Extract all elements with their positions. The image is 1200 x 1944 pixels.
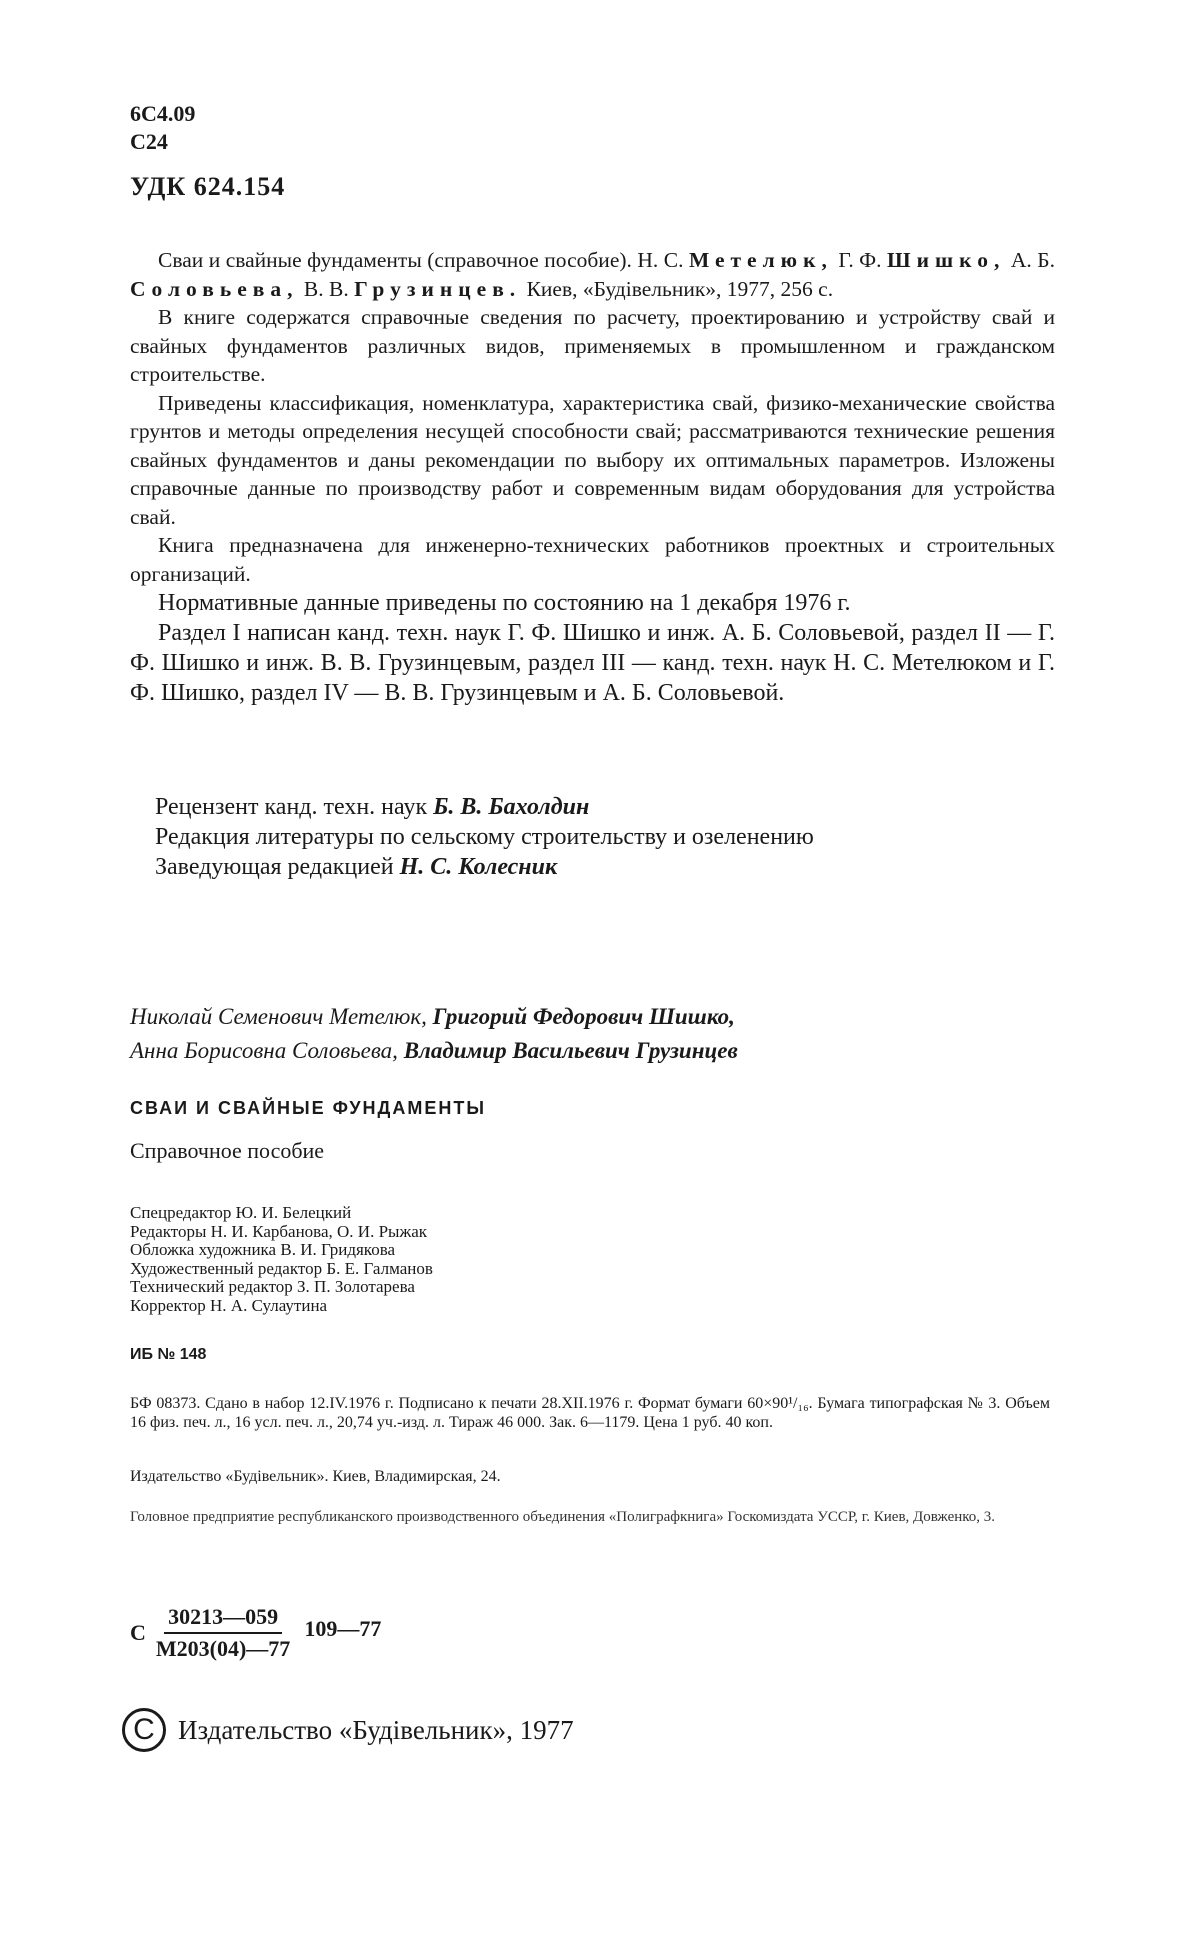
bib-initials-3: А. Б.	[1005, 248, 1055, 272]
annotation	[130, 246, 1055, 708]
annotation-paragraph: Книга предназначена для инженерно-технических работников проектных и строительных организаций.	[130, 533, 1055, 586]
publisher-address: Издательство «Будівельник». Киев, Владимирская, 24.	[130, 1468, 501, 1485]
annotation-paragraph: В книге содержатся справочные сведения по расчету, проектированию и устройству свай и свайных фундаментов различных видов, применяемых в промышленном и гражданском строительстве.	[130, 305, 1055, 386]
bib-author-4: Грузинцев.	[354, 276, 522, 301]
udk-code: УДК 624.154	[130, 172, 286, 201]
bib-author-3: Соловьева,	[130, 276, 299, 301]
credit-line: Обложка художника В. И. Гридякова	[130, 1240, 396, 1259]
credit-line: Редакторы Н. И. Карбанова, О. И. Рыжак	[130, 1221, 427, 1241]
head-editor-label: Заведующая редакцией	[155, 854, 400, 880]
authors-line-1	[130, 1000, 1030, 1034]
copyright-line	[122, 1708, 574, 1752]
book-subtitle: Справочное пособие	[130, 1138, 325, 1163]
book-title: СВАИ И СВАЙНЫЕ ФУНДАМЕНТЫ	[130, 1098, 486, 1118]
print-details-text: БФ 08373. Сдано в набор 12.IV.1976 г. Подписано к печати 28.XII.1976 г. Формат бумаги 60×90¹/₁₆. Бумага типографская № 3. Объем 16 физ. печ. л., 16 усл. печ. л., 20,74 уч.-изд. л. Тираж 46 000. Зак. 6—1179. Цена 1 руб. 40 коп.	[130, 1395, 1050, 1431]
credit-line: Спецредактор Ю. И. Белецкий	[130, 1203, 352, 1222]
author-name: Анна Борисовна Соловьева,	[130, 1038, 398, 1063]
edition-line: Редакция литературы по сельскому строительству и озеленению	[155, 824, 814, 850]
library-codes	[130, 100, 195, 156]
authors-full-names	[130, 1000, 1030, 1068]
authors-line-2	[130, 1034, 1030, 1068]
credit-line: Технический редактор З. П. Золотарева	[130, 1277, 415, 1296]
credits-list	[130, 1204, 433, 1315]
sections-authorship: Раздел I написан канд. техн. наук Г. Ф. Шишко и инж. А. Б. Соловьевой, раздел II — Г. Ф. Шишко и инж. В. В. Грузинцевым, раздел III — канд. техн. наук Н. С. Метелюком и Г. Ф. Шишко, раздел IV — В. В. Грузинцевым и А. Б. Соловьевой.	[130, 620, 1055, 706]
normative-note: Нормативные данные приведены по состоянию на 1 декабря 1976 г.	[158, 590, 851, 616]
index-numerator: 30213—059	[164, 1604, 282, 1634]
author-name: Николай Семенович Метелюк,	[130, 1004, 427, 1029]
index-tail: 109—77	[304, 1616, 382, 1641]
author-mark: С24	[130, 129, 168, 154]
index-code	[130, 1604, 381, 1662]
author-name: Григорий Федорович Шишко,	[432, 1004, 735, 1029]
reviewer-line	[155, 792, 1055, 822]
copyright-icon: C	[122, 1708, 166, 1752]
bib-start: Сваи и свайные фундаменты (справочное пособие). Н. С.	[158, 248, 689, 272]
bib-author-1: Метелюк,	[688, 248, 833, 272]
annotation-paragraph: Приведены классификация, номенклатура, характеристика свай, физико-механические свойства грунтов и методы определения несущей способности свай; рассматриваются технические решения свайных фундаментов и даны рекомендации по выбору их оптимальных параметров. Изложены справочные данные по производству работ и современным видам оборудования для устройства свай.	[130, 390, 1055, 529]
copyright-text: Издательство «Будівельник», 1977	[178, 1714, 574, 1745]
reviewer-name: Б. В. Бахолдин	[433, 794, 590, 820]
credit-line: Художественный редактор Б. Е. Галманов	[130, 1258, 433, 1278]
bbk-code: 6С4.09	[130, 101, 196, 126]
review-block	[155, 792, 1055, 882]
print-details	[130, 1394, 1050, 1432]
credit-line: Корректор Н. А. Сулаутина	[130, 1295, 328, 1315]
printer-info: Головное предприятие республиканского производственного объединения «Полиграфкнига» Госкомиздата УССР, г. Киев, Довженко, 3.	[130, 1509, 996, 1525]
bib-author-2: Шишко,	[887, 248, 1006, 272]
bib-end: Киев, «Будівельник», 1977, 256 с.	[521, 276, 834, 301]
ib-number: ИБ № 148	[130, 1346, 207, 1363]
bib-initials-4: В. В.	[298, 276, 355, 301]
index-prefix: С	[130, 1620, 146, 1645]
reviewer-label: Рецензент канд. техн. наук	[155, 794, 434, 820]
bibliographic-entry	[130, 246, 1055, 303]
head-editor-name: Н. С. Колесник	[399, 854, 558, 880]
author-name: Владимир Васильевич Грузинцев	[403, 1038, 738, 1063]
head-editor-line	[155, 852, 1055, 882]
index-denominator: М203(04)—77	[155, 1636, 291, 1661]
index-fraction	[152, 1604, 294, 1662]
bib-initials-2: Г. Ф.	[832, 248, 888, 272]
